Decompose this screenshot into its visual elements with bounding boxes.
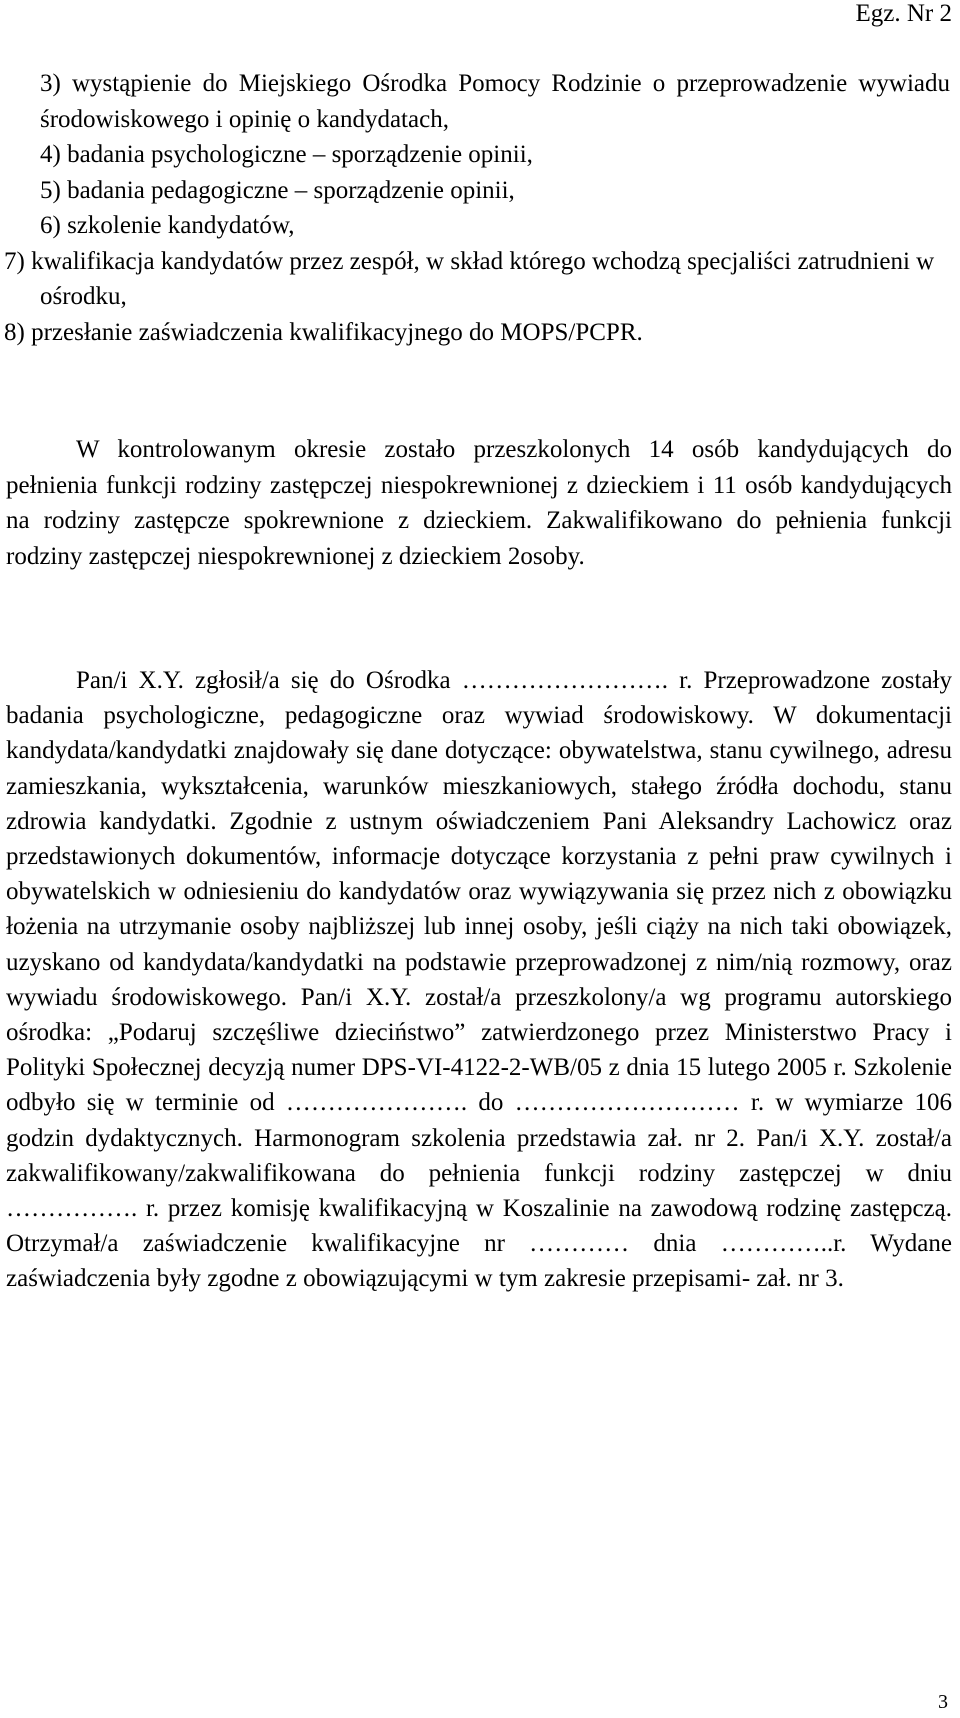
procedure-list (4, 66, 950, 350)
candidate-details-paragraph: Pan/i X.Y. zgłosił/a się do Ośrodka ……………………. r. Przeprowadzone zostały badania psychologiczne, pedagogiczne oraz wywiad środowiskowy. W dokumentacji kandydata/kandydatki znajdowały się dane dotyczące: obywatelstwa, stanu cywilnego, adresu zamieszkania, wykształcenia, warunków mieszkaniowych, stałego źródła dochodu, stanu zdrowia kandydatki. Zgodnie z ustnym oświadczeniem Pani Aleksandry Lachowicz oraz przedstawionych dokumentów, informacje dotyczące korzystania z pełni praw cywilnych i obywatelskich w odniesieniu do kandydatów oraz wywiązywania się przez nich z obowiązku łożenia na utrzymanie osoby najbliższej lub innej osoby, jeśli ciąży na nich taki obowiązek, uzyskano od kandydata/kandydatki na podstawie przeprowadzonej z nim/nią rozmowy, oraz wywiadu środowiskowego. Pan/i X.Y. został/a przeszkolony/a wg programu autorskiego ośrodka: „Podaruj szczęśliwe dzieciństwo” zatwierdzonego przez Ministerstwo Pracy i Polityki Społecznej decyzją numer DPS-VI-4122-2-WB/05 z dnia 15 lutego 2005 r. Szkolenie odbyło się w terminie od …………………. do ……………………… r. w wymiarze 106 godzin dydaktycznych. Harmonogram szkolenia przedstawia zał. nr 2. Pan/i X.Y. został/a zakwalifikowany/zakwalifikowana do pełnienia funkcji rodziny zastępczej w dniu ……………. r. przez komisję kwalifikacyjną w Koszalinie na zawodową rodzinę zastępczą. Otrzymał/a zaświadczenie kwalifikacyjne nr ………… dnia …………..r. Wydane zaświadczenia były zgodne z obowiązującymi w tym zakresie przepisami- zał. nr 3. (6, 667, 952, 1293)
list-item: 8) przesłanie zaświadczenia kwalifikacyjnego do MOPS/PCPR. (4, 318, 643, 346)
list-item: 3) wystąpienie do Miejskiego Ośrodka Pomocy Rodzinie o przeprowadzenie wywiadu środowiskowego i opinię o kandydatach, (40, 70, 950, 133)
list-item: 6) szkolenie kandydatów, (40, 212, 295, 239)
page-number: 3 (938, 1691, 948, 1713)
list-item: 5) badania pedagogiczne – sporządzenie opinii, (40, 176, 515, 204)
training-summary-paragraph: W kontrolowanym okresie zostało przeszkolonych 14 osób kandydujących do pełnienia funkcji rodziny zastępczej niespokrewnionej z dzieckiem i 11 osób kandydujących na rodziny zastępcze spokrewnione z dzieckiem. Zakwalifikowano do pełnienia funkcji rodziny zastępczej niespokrewnionej z dzieckiem 2osoby. (6, 436, 952, 570)
list-item: 7) kwalifikacja kandydatów przez zespół, w skład którego wchodzą specjaliści zatrudnieni w ośrodku, (4, 247, 935, 310)
attachment-label: Egz. Nr 2 (855, 0, 952, 27)
list-item: 4) badania psychologiczne – sporządzenie opinii, (40, 141, 533, 168)
